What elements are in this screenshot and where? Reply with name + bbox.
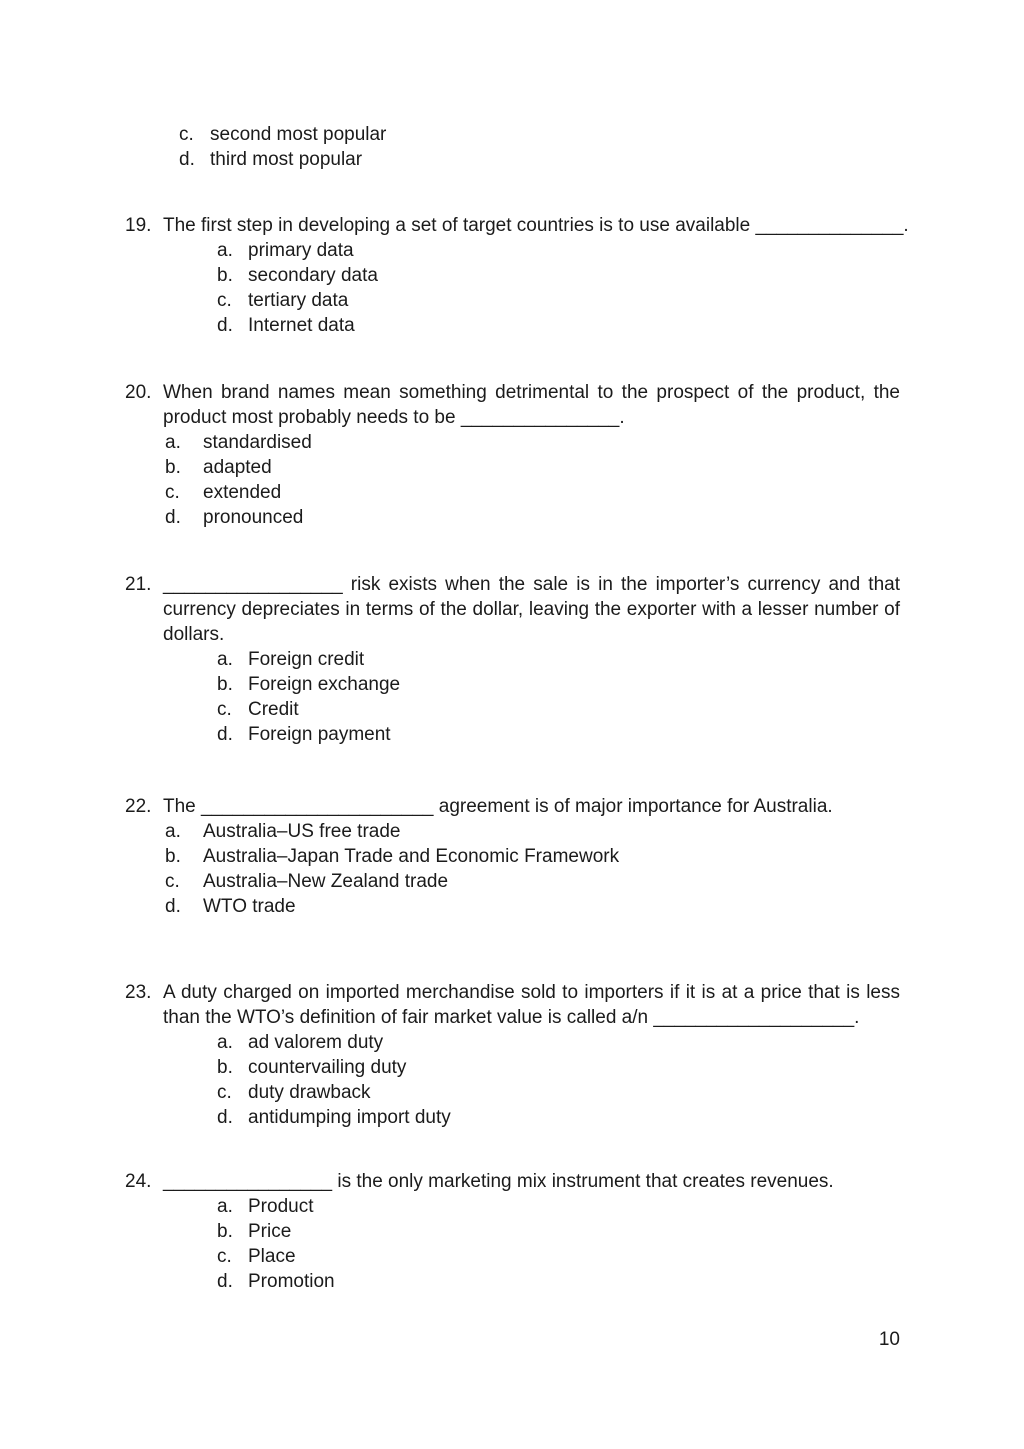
question-text-line: The first step in developing a set of target countries is to use available ______________. xyxy=(163,215,909,236)
option-text: adapted xyxy=(203,457,272,478)
question-number: 24. xyxy=(125,1171,152,1192)
option-letter: c. xyxy=(217,699,232,720)
option-row xyxy=(165,505,900,530)
option-row xyxy=(217,1030,900,1055)
question-text-line: ________________ is the only marketing mix instrument that creates revenues. xyxy=(163,1171,834,1192)
option-text: secondary data xyxy=(248,265,378,286)
option-row xyxy=(217,1244,900,1269)
question-number: 19. xyxy=(125,215,152,236)
option-text: Promotion xyxy=(248,1271,335,1292)
question-text-line: product most probably needs to be _______________. xyxy=(163,407,625,428)
option-text: ad valorem duty xyxy=(248,1032,384,1053)
option-letter: c. xyxy=(165,871,180,892)
option-text: tertiary data xyxy=(248,290,349,311)
question-text-line: currency depreciates in terms of the dollar, leaving the exporter with a lesser number of xyxy=(163,599,900,620)
option-row xyxy=(179,122,900,147)
option-row xyxy=(165,480,900,505)
question-text-line: _________________ risk exists when the sale is in the importer’s currency and that xyxy=(163,574,900,595)
option-letter: a. xyxy=(165,432,181,453)
question-body xyxy=(163,1169,900,1294)
question-body xyxy=(163,980,900,1130)
option-text: Product xyxy=(248,1196,314,1217)
option-row xyxy=(165,844,900,869)
option-text: Credit xyxy=(248,699,299,720)
option-letter: d. xyxy=(217,315,233,336)
option-text: Place xyxy=(248,1246,296,1267)
option-letter: d. xyxy=(165,507,181,528)
option-row xyxy=(179,147,900,172)
option-text: countervailing duty xyxy=(248,1057,407,1078)
option-letter: c. xyxy=(217,290,232,311)
option-row xyxy=(217,1080,900,1105)
question-20 xyxy=(125,380,900,530)
option-row xyxy=(217,697,900,722)
question-body xyxy=(163,213,909,338)
option-letter: d. xyxy=(179,149,195,170)
option-letter: a. xyxy=(217,240,233,261)
page-number: 10 xyxy=(878,1329,900,1350)
option-text: Foreign payment xyxy=(248,724,391,745)
option-row xyxy=(165,819,900,844)
option-letter: a. xyxy=(217,1032,233,1053)
option-row xyxy=(217,1055,900,1080)
question-number: 20. xyxy=(125,382,152,403)
option-text: primary data xyxy=(248,240,354,261)
option-text: second most popular xyxy=(210,124,387,145)
option-letter: b. xyxy=(217,1221,233,1242)
option-letter: d. xyxy=(217,1271,233,1292)
question-body xyxy=(163,794,900,919)
option-text: Foreign exchange xyxy=(248,674,401,695)
carryover-options xyxy=(125,122,900,172)
option-row xyxy=(217,722,900,747)
option-letter: b. xyxy=(165,457,181,478)
option-row xyxy=(217,288,900,313)
option-letter: d. xyxy=(217,1107,233,1128)
option-row xyxy=(217,1219,900,1244)
option-row xyxy=(217,263,900,288)
option-letter: a. xyxy=(217,649,233,670)
option-row xyxy=(217,238,900,263)
option-text: Australia–New Zealand trade xyxy=(203,871,449,892)
option-text: duty drawback xyxy=(248,1082,371,1103)
option-letter: a. xyxy=(165,821,181,842)
question-19 xyxy=(125,213,909,338)
question-number: 23. xyxy=(125,982,152,1003)
question-text-line: A duty charged on imported merchandise sold to importers if it is at a price that is less xyxy=(163,982,900,1003)
option-letter: d. xyxy=(217,724,233,745)
option-letter: c. xyxy=(165,482,180,503)
option-row xyxy=(217,313,900,338)
question-22 xyxy=(125,794,900,919)
option-letter: a. xyxy=(217,1196,233,1217)
question-text-line: The ______________________ agreement is of major importance for Australia. xyxy=(163,796,833,817)
option-text: Australia–US free trade xyxy=(203,821,401,842)
question-21 xyxy=(125,572,900,747)
option-text: extended xyxy=(203,482,282,503)
option-text: pronounced xyxy=(203,507,304,528)
option-text: WTO trade xyxy=(203,896,296,917)
option-text: antidumping import duty xyxy=(248,1107,451,1128)
page-footer xyxy=(125,1327,900,1352)
option-letter: c. xyxy=(179,124,194,145)
question-text-line: dollars. xyxy=(163,624,225,645)
option-text: Foreign credit xyxy=(248,649,365,670)
option-letter: c. xyxy=(217,1246,232,1267)
option-text: standardised xyxy=(203,432,312,453)
question-body xyxy=(163,380,900,530)
option-row xyxy=(217,1105,900,1130)
option-row xyxy=(165,455,900,480)
question-number: 22. xyxy=(125,796,152,817)
option-letter: c. xyxy=(217,1082,232,1103)
option-row xyxy=(217,672,900,697)
option-text: third most popular xyxy=(210,149,363,170)
option-row xyxy=(217,1194,900,1219)
option-text: Price xyxy=(248,1221,292,1242)
option-row xyxy=(165,430,900,455)
question-body xyxy=(163,572,900,747)
option-row xyxy=(217,1269,900,1294)
option-row xyxy=(217,647,900,672)
option-row xyxy=(165,894,900,919)
question-text-line: When brand names mean something detrimental to the prospect of the product, the xyxy=(163,382,900,403)
option-letter: b. xyxy=(217,674,233,695)
question-23 xyxy=(125,980,900,1130)
option-letter: b. xyxy=(165,846,181,867)
question-24 xyxy=(125,1169,900,1294)
option-letter: b. xyxy=(217,1057,233,1078)
question-number: 21. xyxy=(125,574,152,595)
option-text: Internet data xyxy=(248,315,355,336)
option-text: Australia–Japan Trade and Economic Framework xyxy=(203,846,620,867)
option-letter: b. xyxy=(217,265,233,286)
option-row xyxy=(165,869,900,894)
question-text-line: than the WTO’s definition of fair market value is called a/n ___________________. xyxy=(163,1007,860,1028)
option-letter: d. xyxy=(165,896,181,917)
